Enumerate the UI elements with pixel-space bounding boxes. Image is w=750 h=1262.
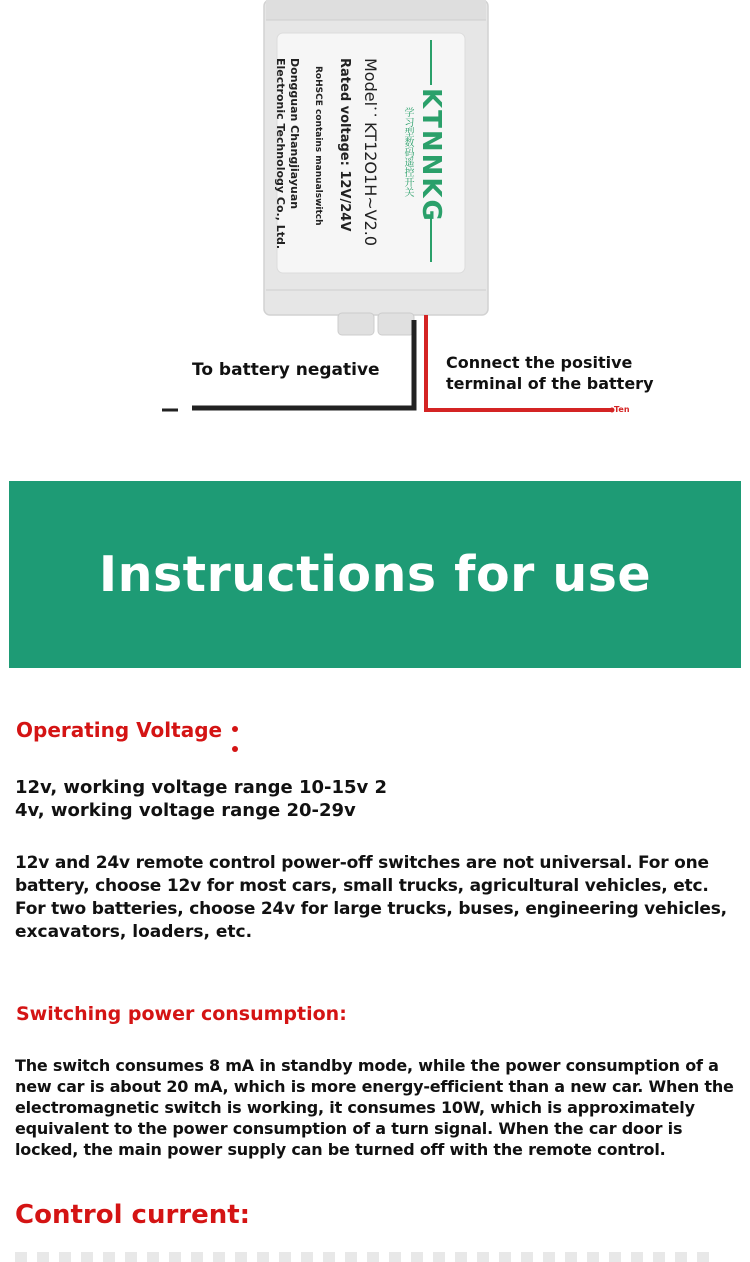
company-text-2: Electronic Technology Co., Ltd. [274, 58, 287, 250]
power-line-3: electromagnetic switch is working, it consumes 10W, which is approximately [15, 1098, 695, 1117]
voltage-para-1: 12v and 24v remote control power-off switches are not universal. For one [15, 853, 709, 873]
switching-power-heading: Switching power consumption: [16, 1003, 347, 1025]
voltage-text: Rated voltage: 12V/24V [337, 58, 352, 232]
power-line-1: The switch consumes 8 mA in standby mode, while the power consumption of a [15, 1056, 719, 1075]
power-line-5: locked, the main power supply can be turned off with the remote control. [15, 1140, 666, 1159]
positive-label-line2: terminal of the battery [446, 374, 654, 393]
heading-colon [232, 726, 240, 754]
voltage-para-3: For two batteries, choose 24v for large trucks, buses, engineering vehicles, [15, 899, 727, 919]
voltage-line-2: 4v, working voltage range 20-29v [15, 800, 356, 821]
positive-tag: Ten [614, 405, 630, 414]
instructions-banner [9, 481, 741, 668]
power-line-4: equivalent to the power consumption of a turn signal. When the car door is [15, 1119, 683, 1138]
brand-logo: KTNNKG [416, 88, 446, 223]
negative-label: To battery negative [192, 360, 380, 380]
voltage-para-2: battery, choose 12v for most cars, small trucks, agricultural vehicles, etc. [15, 876, 709, 896]
voltage-para-4: excavators, loaders, etc. [15, 922, 253, 942]
brand-subtitle: 学习型数码遥控开关 [402, 107, 413, 197]
cropped-text-line [15, 1252, 715, 1262]
device-illustration [0, 0, 750, 440]
rohs-text: RoHSCE contains manualswitch [313, 66, 323, 226]
power-line-2: new car is about 20 mA, which is more energy-efficient than a new car. When the [15, 1077, 734, 1096]
voltage-line-1: 12v, working voltage range 10-15v 2 [15, 777, 388, 798]
company-text-1: Dongguan Changjiayuan [288, 58, 301, 210]
banner-title: Instructions for use [98, 546, 652, 603]
positive-label-line1: Connect the positive [446, 353, 633, 372]
operating-voltage-heading: Operating Voltage [16, 718, 223, 742]
control-current-heading: Control current: [15, 1200, 251, 1230]
model-text: Model：KT12O1H~V2.0 [361, 58, 380, 247]
